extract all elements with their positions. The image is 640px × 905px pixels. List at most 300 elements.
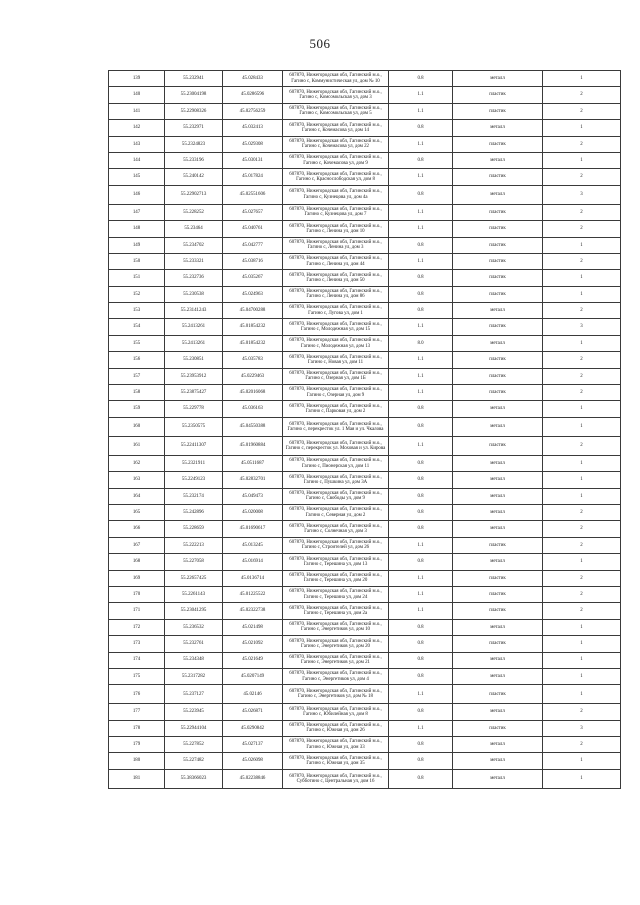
address-cell: 607870, Нижегородская обл, Гагинский м.о., Гагино с, Ленина ул, дом 10 — [283, 221, 389, 237]
table-row — [109, 253, 621, 269]
address-cell: 607870, Нижегородская обл, Гагинский м.о., Гагино с, Солнечная ул, дом 3 — [283, 521, 389, 537]
longitude-cell: 45.035267 — [223, 270, 283, 286]
volume-cell: 0.8 — [389, 668, 453, 684]
longitude-cell: 45.016914 — [223, 554, 283, 570]
table-row — [109, 417, 621, 436]
material-cell: металл — [453, 303, 543, 319]
longitude-cell: 45.04550388 — [223, 417, 283, 436]
material-cell: пластик — [453, 319, 543, 335]
longitude-cell: 45.027137 — [223, 737, 283, 753]
row-number-cell: 162 — [109, 455, 165, 471]
table-row — [109, 120, 621, 136]
volume-cell: 1.1 — [389, 385, 453, 401]
row-number-cell: 174 — [109, 652, 165, 668]
table-row — [109, 504, 621, 520]
latitude-cell: 55.229778 — [165, 401, 223, 417]
latitude-cell: 55.237127 — [165, 685, 223, 704]
table-row — [109, 385, 621, 401]
latitude-cell: 55.232736 — [165, 270, 223, 286]
volume-cell: 1.1 — [389, 720, 453, 736]
material-cell: пластик — [453, 204, 543, 220]
volume-cell: 1.1 — [389, 103, 453, 119]
count-cell: 2 — [543, 436, 621, 455]
count-cell: 1 — [543, 152, 621, 168]
longitude-cell: 45.02832701 — [223, 472, 283, 488]
count-cell: 2 — [543, 570, 621, 586]
count-cell: 1 — [543, 71, 621, 87]
longitude-cell: 45.038716 — [223, 253, 283, 269]
material-cell: металл — [453, 753, 543, 769]
latitude-cell: 55.234348 — [165, 652, 223, 668]
row-number-cell: 165 — [109, 504, 165, 520]
latitude-cell: 55.23041295 — [165, 603, 223, 619]
count-cell: 2 — [543, 103, 621, 119]
table-row — [109, 753, 621, 769]
count-cell: 1 — [543, 488, 621, 504]
latitude-cell: 55.222213 — [165, 537, 223, 553]
address-cell: 607870, Нижегородская обл, Гагинский м.о., Гагино с, Кочемасова ул, дом 14 — [283, 120, 389, 136]
count-cell: 2 — [543, 603, 621, 619]
table-row — [109, 554, 621, 570]
count-cell: 2 — [543, 385, 621, 401]
address-cell: 607870, Нижегородская обл, Гагинский м.о., Гагино с, Терешина ул, дом 13 — [283, 554, 389, 570]
table-row — [109, 704, 621, 720]
count-cell: 1 — [543, 636, 621, 652]
count-cell: 1 — [543, 237, 621, 253]
row-number-cell: 163 — [109, 472, 165, 488]
row-number-cell: 141 — [109, 103, 165, 119]
longitude-cell: 45.0290842 — [223, 720, 283, 736]
volume-cell: 0.8 — [389, 270, 453, 286]
table-row — [109, 136, 621, 152]
row-number-cell: 145 — [109, 169, 165, 185]
volume-cell: 1.1 — [389, 368, 453, 384]
table-row — [109, 537, 621, 553]
volume-cell: 0.8 — [389, 286, 453, 302]
address-cell: 607870, Нижегородская обл, Гагинский м.о., Гагино с, Энергетиков ул, дом 21 — [283, 652, 389, 668]
address-cell: 607870, Нижегородская обл, Гагинский м.о., Гагино с, Кочемасова ул, дом 22 — [283, 136, 389, 152]
material-cell: металл — [453, 401, 543, 417]
address-cell: 607870, Нижегородская обл, Гагинский м.о., Гагино с, Кочемасова ул, дом 9 — [283, 152, 389, 168]
material-cell: металл — [453, 185, 543, 204]
address-cell: 607870, Нижегородская обл, Гагинский м.о., Гагино с, Ленина ул, дом 3 — [283, 237, 389, 253]
material-cell: пластик — [453, 636, 543, 652]
row-number-cell: 180 — [109, 753, 165, 769]
latitude-cell: 55.230538 — [165, 286, 223, 302]
row-number-cell: 142 — [109, 120, 165, 136]
count-cell: 2 — [543, 704, 621, 720]
row-number-cell: 158 — [109, 385, 165, 401]
row-number-cell: 140 — [109, 87, 165, 103]
address-cell: 607870, Нижегородская обл, Гагинский м.о., Гагино с, Терешина ул, дом 24 — [283, 586, 389, 602]
volume-cell: 0.8 — [389, 488, 453, 504]
longitude-cell: 45.01225522 — [223, 586, 283, 602]
row-number-cell: 177 — [109, 704, 165, 720]
address-cell: 607870, Нижегородская обл, Гагинский м.о., Гагино с, Ленина ул, дом 50 — [283, 270, 389, 286]
longitude-cell: 45.02238846 — [223, 769, 283, 788]
latitude-cell: 55.2413261 — [165, 335, 223, 351]
row-number-cell: 160 — [109, 417, 165, 436]
address-cell: 607870, Нижегородская обл, Гагинский м.о., Гагино с, Пушкина ул, дом 3А — [283, 472, 389, 488]
count-cell: 2 — [543, 303, 621, 319]
volume-cell: 1.1 — [389, 319, 453, 335]
material-cell: металл — [453, 769, 543, 788]
count-cell: 3 — [543, 319, 621, 335]
table-row — [109, 204, 621, 220]
row-number-cell: 146 — [109, 185, 165, 204]
address-cell: 607870, Нижегородская обл, Гагинский м.о., Гагино с, Южная ул, дом 26 — [283, 720, 389, 736]
count-cell: 2 — [543, 87, 621, 103]
latitude-cell: 55.2249123 — [165, 472, 223, 488]
latitude-cell: 55.232971 — [165, 120, 223, 136]
row-number-cell: 173 — [109, 636, 165, 652]
volume-cell: 0.8 — [389, 753, 453, 769]
table-row — [109, 603, 621, 619]
volume-cell: 1.1 — [389, 586, 453, 602]
latitude-cell: 55.22902713 — [165, 185, 223, 204]
material-cell: пластик — [453, 352, 543, 368]
address-cell: 607870, Нижегородская обл, Гагинский м.о., Гагино с, Ленина ул, дом 86 — [283, 286, 389, 302]
material-cell: металл — [453, 704, 543, 720]
latitude-cell: 55.2350575 — [165, 417, 223, 436]
volume-cell: 1.1 — [389, 570, 453, 586]
latitude-cell: 55.23004198 — [165, 87, 223, 103]
volume-cell: 0.8 — [389, 554, 453, 570]
material-cell: металл — [453, 652, 543, 668]
material-cell: пластик — [453, 237, 543, 253]
row-number-cell: 181 — [109, 769, 165, 788]
latitude-cell: 55.230851 — [165, 352, 223, 368]
latitude-cell: 55.227058 — [165, 554, 223, 570]
table-row — [109, 685, 621, 704]
volume-cell: 0.8 — [389, 704, 453, 720]
table-row — [109, 570, 621, 586]
count-cell: 2 — [543, 368, 621, 384]
table-row — [109, 436, 621, 455]
material-cell: металл — [453, 521, 543, 537]
row-number-cell: 169 — [109, 570, 165, 586]
volume-cell: 0.8 — [389, 521, 453, 537]
row-number-cell: 149 — [109, 237, 165, 253]
volume-cell: 1.1 — [389, 436, 453, 455]
table-row — [109, 472, 621, 488]
row-number-cell: 156 — [109, 352, 165, 368]
table-row — [109, 720, 621, 736]
count-cell: 1 — [543, 668, 621, 684]
count-cell: 2 — [543, 253, 621, 269]
table-row — [109, 185, 621, 204]
count-cell: 1 — [543, 554, 621, 570]
latitude-cell: 55.227482 — [165, 753, 223, 769]
material-cell: металл — [453, 737, 543, 753]
table-row — [109, 221, 621, 237]
count-cell: 2 — [543, 586, 621, 602]
longitude-cell: 45.01854232 — [223, 335, 283, 351]
volume-cell: 0.8 — [389, 504, 453, 520]
table-row — [109, 152, 621, 168]
volume-cell: 0.8 — [389, 619, 453, 635]
row-number-cell: 153 — [109, 303, 165, 319]
volume-cell: 0.8 — [389, 769, 453, 788]
address-cell: 607870, Нижегородская обл, Гагинский м.о., Гагино с, Пионерская ул, дом 11 — [283, 455, 389, 471]
table-body — [109, 71, 621, 789]
latitude-cell: 55.2413261 — [165, 319, 223, 335]
volume-cell: 0.8 — [389, 401, 453, 417]
row-number-cell: 178 — [109, 720, 165, 736]
row-number-cell: 143 — [109, 136, 165, 152]
longitude-cell: 45.026871 — [223, 704, 283, 720]
address-cell: 607870, Нижегородская обл, Гагинский м.о., Гагино с, Кузнецова ул, дом 4а — [283, 185, 389, 204]
row-number-cell: 170 — [109, 586, 165, 602]
latitude-cell: 55.22657425 — [165, 570, 223, 586]
table-row — [109, 286, 621, 302]
count-cell: 1 — [543, 455, 621, 471]
latitude-cell: 55.2321911 — [165, 455, 223, 471]
table-row — [109, 103, 621, 119]
material-cell: пластик — [453, 136, 543, 152]
count-cell: 1 — [543, 753, 621, 769]
latitude-cell: 55.233196 — [165, 152, 223, 168]
table-row — [109, 737, 621, 753]
count-cell: 1 — [543, 286, 621, 302]
address-cell: 607870, Нижегородская обл, Гагинский м.о., Гагино с, перекресток ул. Моховая и ул. Кирова — [283, 436, 389, 455]
material-cell: пластик — [453, 286, 543, 302]
row-number-cell: 155 — [109, 335, 165, 351]
volume-cell: 0.8 — [389, 417, 453, 436]
material-cell: пластик — [453, 368, 543, 384]
address-cell: 607870, Нижегородская обл, Гагинский м.о., Гагино с, Озерная ул, дом 1Б — [283, 368, 389, 384]
longitude-cell: 45.02756259 — [223, 103, 283, 119]
volume-cell: 0.8 — [389, 71, 453, 87]
address-cell: 607870, Нижегородская обл, Гагинский м.о., Гагино с, Комсомольская ул, дом 3 — [283, 87, 389, 103]
count-cell: 1 — [543, 652, 621, 668]
latitude-cell: 55.23875427 — [165, 385, 223, 401]
address-cell: 607870, Нижегородская обл, Гагинский м.о., Гагино с, Кузнецова ул, дом 7 — [283, 204, 389, 220]
material-cell: пластик — [453, 537, 543, 553]
longitude-cell: 45.036163 — [223, 401, 283, 417]
table-row — [109, 71, 621, 87]
longitude-cell: 45.0207149 — [223, 668, 283, 684]
table-row — [109, 769, 621, 788]
latitude-cell: 55.232174 — [165, 488, 223, 504]
address-cell: 607870, Нижегородская обл, Гагинский м.о., Гагино с, Лугова ул, дом 1 — [283, 303, 389, 319]
material-cell: металл — [453, 120, 543, 136]
table-row — [109, 586, 621, 602]
count-cell: 1 — [543, 335, 621, 351]
count-cell: 1 — [543, 120, 621, 136]
row-number-cell: 166 — [109, 521, 165, 537]
latitude-cell: 55.2324823 — [165, 136, 223, 152]
material-cell: пластик — [453, 436, 543, 455]
material-cell: металл — [453, 71, 543, 87]
material-cell: металл — [453, 472, 543, 488]
longitude-cell: 45.029308 — [223, 136, 283, 152]
address-cell: 607870, Нижегородская обл, Гагинский м.о., Гагино с, Строителей ул, дом 26 — [283, 537, 389, 553]
longitude-cell: 45.0229463 — [223, 368, 283, 384]
longitude-cell: 45.0136714 — [223, 570, 283, 586]
row-number-cell: 152 — [109, 286, 165, 302]
table-row — [109, 401, 621, 417]
table-row — [109, 488, 621, 504]
row-number-cell: 171 — [109, 603, 165, 619]
address-cell: 607870, Нижегородская обл, Гагинский м.о., Субботино с, Центральная ул, дом 16 — [283, 769, 389, 788]
count-cell: 1 — [543, 417, 621, 436]
count-cell: 2 — [543, 352, 621, 368]
longitude-cell: 45.0511687 — [223, 455, 283, 471]
row-number-cell: 157 — [109, 368, 165, 384]
address-cell: 607870, Нижегородская обл, Гагинский м.о., Гагино с, Озерная ул, дом 9 — [283, 385, 389, 401]
latitude-cell: 55.232761 — [165, 636, 223, 652]
volume-cell: 0.8 — [389, 120, 453, 136]
address-cell: 607870, Нижегородская обл, Гагинский м.о., Гагино с, Парковая ул, дом 2 — [283, 401, 389, 417]
latitude-cell: 55.22908326 — [165, 103, 223, 119]
count-cell: 1 — [543, 619, 621, 635]
count-cell: 2 — [543, 537, 621, 553]
longitude-cell: 45.027657 — [223, 204, 283, 220]
table-row — [109, 87, 621, 103]
count-cell: 2 — [543, 204, 621, 220]
address-cell: 607870, Нижегородская обл, Гагинский м.о., Гагино с, Свободы ул, дом 9 — [283, 488, 389, 504]
volume-cell: 1.1 — [389, 537, 453, 553]
address-cell: 607870, Нижегородская обл, Гагинский м.о., Гагино с, Комсомольская ул, дом 5 — [283, 103, 389, 119]
latitude-cell: 55.242896 — [165, 504, 223, 520]
count-cell: 1 — [543, 685, 621, 704]
address-cell: 607870, Нижегородская обл, Гагинский м.о., Гагино с, Ленина ул, дом 44 — [283, 253, 389, 269]
address-cell: 607870, Нижегородская обл, Гагинский м.о., Гагино с, Южная ул, дом 33 — [283, 737, 389, 753]
table-row — [109, 668, 621, 684]
material-cell: пластик — [453, 720, 543, 736]
material-cell: металл — [453, 504, 543, 520]
address-cell: 607870, Нижегородская обл, Гагинский м.о., Гагино с, Южная ул, дом 35 — [283, 753, 389, 769]
longitude-cell: 45.030131 — [223, 152, 283, 168]
latitude-cell: 55.232941 — [165, 71, 223, 87]
material-cell: металл — [453, 619, 543, 635]
latitude-cell: 55.2317282 — [165, 668, 223, 684]
material-cell: пластик — [453, 253, 543, 269]
row-number-cell: 161 — [109, 436, 165, 455]
volume-cell: 8.0 — [389, 335, 453, 351]
longitude-cell: 45.04700288 — [223, 303, 283, 319]
address-cell: 607870, Нижегородская обл, Гагинский м.о., Гагино с, Энергетиков ул, дом 4 — [283, 668, 389, 684]
row-number-cell: 154 — [109, 319, 165, 335]
longitude-cell: 45.01854232 — [223, 319, 283, 335]
material-cell: пластик — [453, 586, 543, 602]
longitude-cell: 45.013245 — [223, 537, 283, 553]
row-number-cell: 179 — [109, 737, 165, 753]
latitude-cell: 55.236532 — [165, 619, 223, 635]
row-number-cell: 172 — [109, 619, 165, 635]
count-cell: 2 — [543, 221, 621, 237]
count-cell: 3 — [543, 720, 621, 736]
volume-cell: 1.1 — [389, 169, 453, 185]
row-number-cell: 151 — [109, 270, 165, 286]
latitude-cell: 55.23953912 — [165, 368, 223, 384]
latitude-cell: 55.228252 — [165, 204, 223, 220]
volume-cell: 0.8 — [389, 152, 453, 168]
address-cell: 607870, Нижегородская обл, Гагинский м.о., Гагино с, Северная ул, дом 2 — [283, 504, 389, 520]
volume-cell: 0.8 — [389, 652, 453, 668]
volume-cell: 0.8 — [389, 455, 453, 471]
latitude-cell: 55.228659 — [165, 521, 223, 537]
row-number-cell: 148 — [109, 221, 165, 237]
row-number-cell: 175 — [109, 668, 165, 684]
latitude-cell: 55.233321 — [165, 253, 223, 269]
table-row — [109, 521, 621, 537]
count-cell: 3 — [543, 185, 621, 204]
table-row — [109, 319, 621, 335]
latitude-cell: 55.23141243 — [165, 303, 223, 319]
volume-cell: 0.8 — [389, 636, 453, 652]
material-cell: пластик — [453, 103, 543, 119]
table-row — [109, 619, 621, 635]
address-cell: 607870, Нижегородская обл, Гагинский м.о., Гагино с, Энергетиков ул, дом 20 — [283, 636, 389, 652]
longitude-cell: 45.040761 — [223, 221, 283, 237]
material-cell: металл — [453, 668, 543, 684]
longitude-cell: 45.021498 — [223, 619, 283, 635]
longitude-cell: 45.017824 — [223, 169, 283, 185]
material-cell: металл — [453, 335, 543, 351]
row-number-cell: 159 — [109, 401, 165, 417]
table-row — [109, 169, 621, 185]
material-cell: металл — [453, 488, 543, 504]
container-sites-table — [108, 70, 621, 789]
row-number-cell: 147 — [109, 204, 165, 220]
longitude-cell: 45.02016068 — [223, 385, 283, 401]
count-cell: 1 — [543, 270, 621, 286]
address-cell: 607870, Нижегородская обл, Гагинский м.о., Гагино с, Коммунистическая ул, дом № 10 — [283, 71, 389, 87]
material-cell: пластик — [453, 270, 543, 286]
address-cell: 607870, Нижегородская обл, Гагинский м.о., Гагино с, Краснослободская ул, дом 8 — [283, 169, 389, 185]
longitude-cell: 45.02551606 — [223, 185, 283, 204]
volume-cell: 1.1 — [389, 136, 453, 152]
volume-cell: 1.1 — [389, 685, 453, 704]
volume-cell: 1.1 — [389, 204, 453, 220]
longitude-cell: 45.035783 — [223, 352, 283, 368]
count-cell: 2 — [543, 169, 621, 185]
volume-cell: 0.8 — [389, 472, 453, 488]
table-row — [109, 352, 621, 368]
address-cell: 607870, Нижегородская обл, Гагинский м.о., Гагино с, перекресток ул. 1 Мая и ул. Чкалова — [283, 417, 389, 436]
material-cell: металл — [453, 417, 543, 436]
latitude-cell: 55.23464 — [165, 221, 223, 237]
material-cell: пластик — [453, 87, 543, 103]
address-cell: 607870, Нижегородская обл, Гагинский м.о., Гагино с, Энергетиков ул, дом № 18 — [283, 685, 389, 704]
material-cell: металл — [453, 455, 543, 471]
longitude-cell: 45.02322738 — [223, 603, 283, 619]
table-row — [109, 652, 621, 668]
row-number-cell: 164 — [109, 488, 165, 504]
longitude-cell: 45.024963 — [223, 286, 283, 302]
longitude-cell: 45.02146 — [223, 685, 283, 704]
address-cell: 607870, Нижегородская обл, Гагинский м.о., Гагино с, Новая ул, дом 11 — [283, 352, 389, 368]
longitude-cell: 45.020008 — [223, 504, 283, 520]
row-number-cell: 144 — [109, 152, 165, 168]
volume-cell: 1.1 — [389, 603, 453, 619]
material-cell: пластик — [453, 685, 543, 704]
longitude-cell: 45.021649 — [223, 652, 283, 668]
row-number-cell: 150 — [109, 253, 165, 269]
longitude-cell: 45.049473 — [223, 488, 283, 504]
table-row — [109, 368, 621, 384]
volume-cell: 1.1 — [389, 221, 453, 237]
address-cell: 607870, Нижегородская обл, Гагинский м.о., Гагино с, Терешина ул, дом 20 — [283, 570, 389, 586]
count-cell: 2 — [543, 737, 621, 753]
latitude-cell: 55.223945 — [165, 704, 223, 720]
longitude-cell: 45.01690617 — [223, 521, 283, 537]
longitude-cell: 45.028433 — [223, 71, 283, 87]
row-number-cell: 139 — [109, 71, 165, 87]
row-number-cell: 176 — [109, 685, 165, 704]
